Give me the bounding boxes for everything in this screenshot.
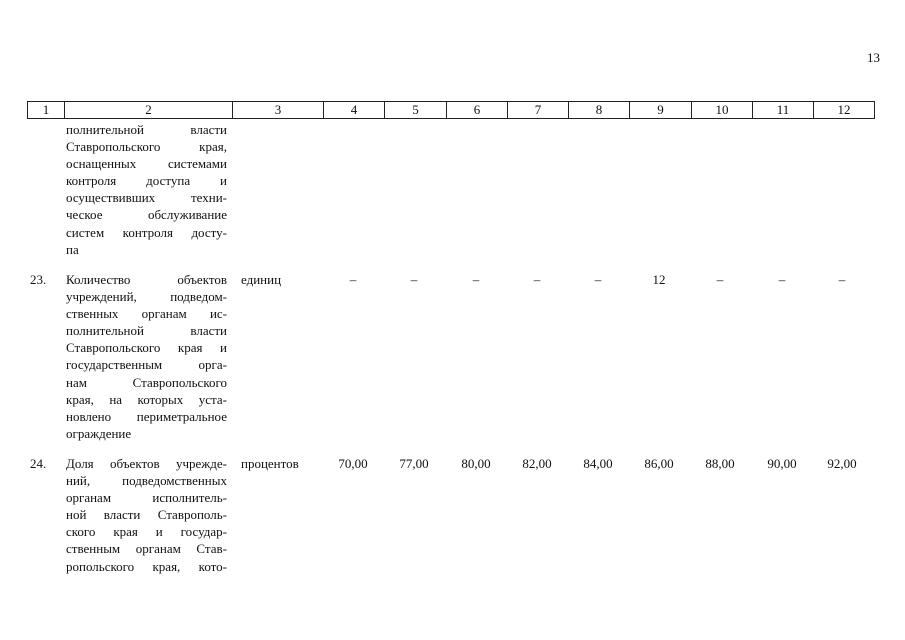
- value-cell: 92,00: [827, 456, 857, 471]
- value-cell: –: [838, 272, 846, 287]
- indicator-name: [66, 455, 227, 575]
- value-cell: 90,00: [767, 456, 797, 471]
- indicator-name-line: Количество объектов: [66, 272, 227, 287]
- header-col-12: 12: [837, 102, 851, 117]
- indicator-name: [66, 271, 227, 442]
- header-col-8: 8: [569, 102, 630, 118]
- indicator-name-line: оснащенных системами: [66, 156, 227, 172]
- indicator-name-line: Ставропольского края и: [66, 340, 227, 356]
- indicator-name-line: ственным органам Став-: [66, 541, 227, 557]
- indicator-name-line: ропольского края, кото-: [66, 558, 227, 574]
- table-header-row: [27, 101, 875, 119]
- indicator-name-line: ственных органам ис-: [66, 306, 227, 322]
- indicator-name-line: государственным орга-: [66, 357, 227, 373]
- value-cell: 84,00: [583, 456, 613, 471]
- indicator-name-line: ной власти Ставрополь-: [66, 507, 227, 523]
- indicator-name-line: ского края и государ-: [66, 524, 227, 540]
- value-cell: 12: [652, 272, 666, 287]
- value-cell: 86,00: [644, 456, 674, 471]
- indicator-name: [66, 121, 227, 258]
- header-col-5: 5: [385, 102, 447, 118]
- value-cell: 80,00: [461, 456, 491, 471]
- indicator-name-line: систем контроля досту-: [66, 224, 227, 240]
- indicator-name-line: нам Ставропольского: [66, 374, 227, 390]
- value-cell: –: [716, 272, 724, 287]
- indicator-name-line: ческое обслуживание: [66, 207, 227, 223]
- unit-of-measure: единиц: [241, 272, 282, 287]
- indicator-name-line: Ставропольского края,: [66, 139, 227, 155]
- row-number: 23.: [30, 272, 47, 287]
- value-cell: –: [533, 272, 541, 287]
- indicator-name-line: новлено периметральное: [66, 408, 227, 424]
- value-cell: –: [594, 272, 602, 287]
- value-cell: –: [349, 272, 357, 287]
- indicator-name-line: полнительной власти: [66, 122, 227, 137]
- indicator-name-line: па: [66, 241, 79, 257]
- header-col-4: 4: [324, 102, 385, 118]
- page-number: 13: [867, 50, 880, 65]
- row-number: 24.: [30, 456, 47, 471]
- indicator-name-line: осуществивших техни-: [66, 190, 227, 206]
- value-cell: –: [778, 272, 786, 287]
- header-col-7: 7: [508, 102, 569, 118]
- value-cell: –: [410, 272, 418, 287]
- value-cell: –: [472, 272, 480, 287]
- header-col-9: 9: [630, 102, 692, 118]
- indicator-name-line: края, на которых уста-: [66, 391, 227, 407]
- indicator-name-line: ний, подведомственных: [66, 473, 227, 489]
- header-col-11: 11: [753, 102, 814, 118]
- unit-of-measure: процентов: [241, 456, 299, 471]
- indicator-name-line: Доля объектов учрежде-: [66, 456, 227, 471]
- header-col-6: 6: [447, 102, 508, 118]
- value-cell: 82,00: [522, 456, 552, 471]
- value-cell: 88,00: [705, 456, 735, 471]
- indicator-name-line: контроля доступа и: [66, 173, 227, 189]
- header-col-10: 10: [692, 102, 753, 118]
- value-cell: 77,00: [399, 456, 429, 471]
- indicator-name-line: полнительной власти: [66, 323, 227, 339]
- indicator-name-line: учреждений, подведом-: [66, 289, 227, 305]
- header-col-3: 3: [233, 102, 324, 118]
- value-cell: 70,00: [338, 456, 368, 471]
- indicator-name-line: ограждение: [66, 425, 132, 441]
- header-col-1: 1: [28, 102, 65, 118]
- header-col-2: 2: [65, 102, 233, 118]
- indicator-name-line: органам исполнитель-: [66, 490, 227, 506]
